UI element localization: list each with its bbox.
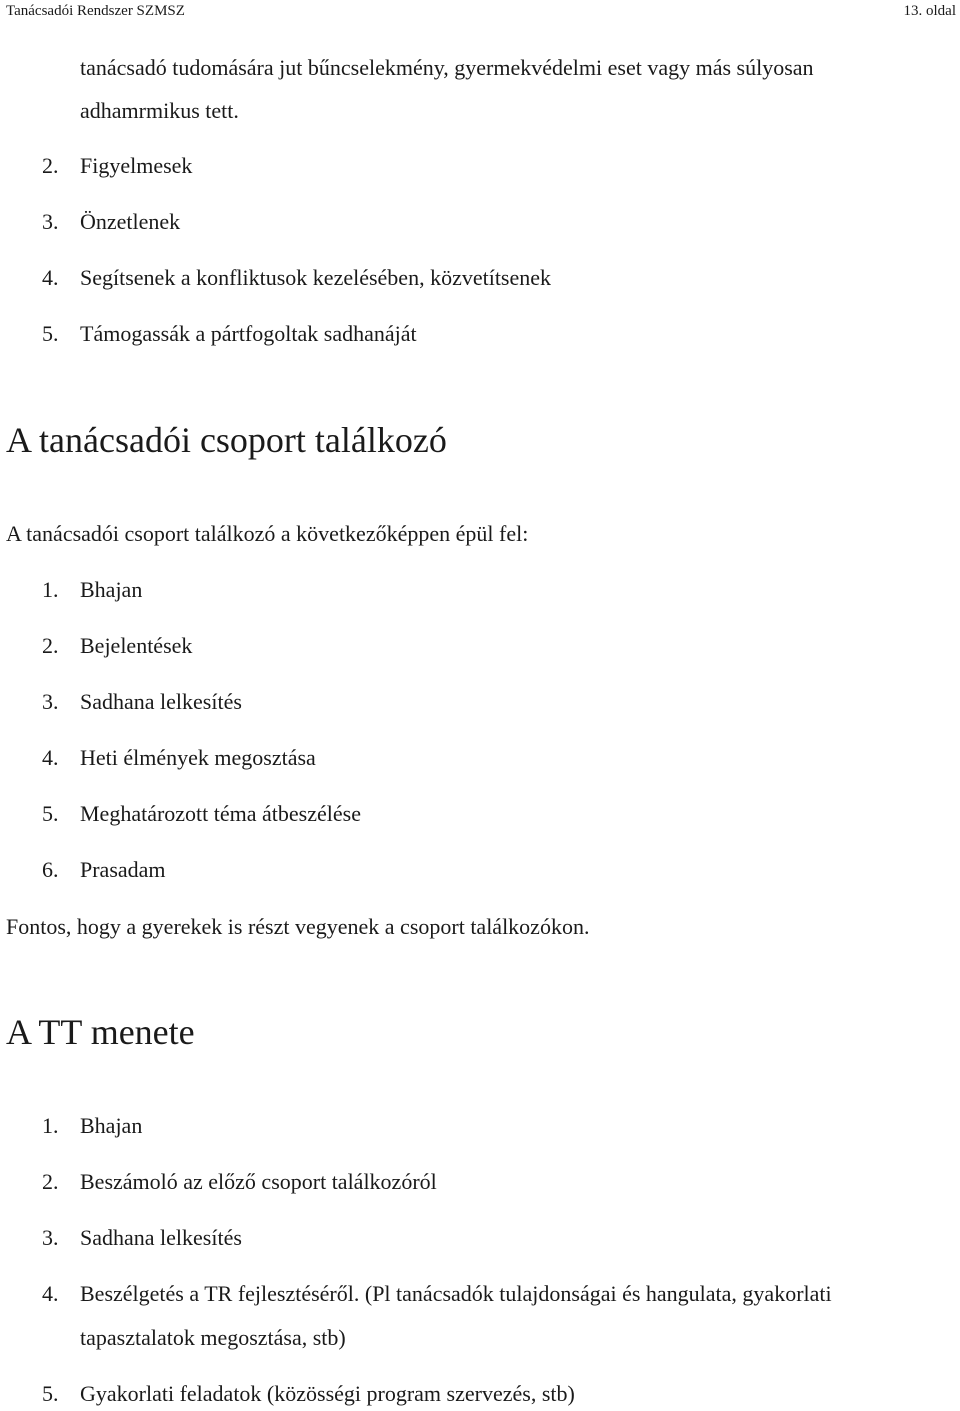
list-text: Sadhana lelkesítés: [80, 689, 242, 714]
list-number: 2.: [42, 633, 59, 658]
intro-line-2: adhamrmikus tett.: [80, 98, 239, 123]
list-item: [42, 1224, 942, 1252]
section-note: Fontos, hogy a gyerekek is részt vegyenek a csoport találkozókon.: [6, 914, 590, 939]
list-number: 4.: [42, 1281, 59, 1306]
page-number: 13. oldal: [903, 3, 956, 19]
list-text: Beszámoló az előző csoport találkozóról: [80, 1169, 437, 1194]
section-intro: A tanácsadói csoport találkozó a következőképpen épül fel:: [6, 521, 529, 546]
list-number: 1.: [42, 577, 59, 602]
list-text: Gyakorlati feladatok (közösségi program szervezés, stb): [80, 1381, 575, 1406]
list-number: 3.: [42, 209, 59, 234]
list-number: 4.: [42, 265, 59, 290]
list-number: 1.: [42, 1113, 59, 1138]
list-number: 6.: [42, 857, 59, 882]
list-text: Bhajan: [80, 577, 143, 602]
list-item: [42, 1280, 952, 1308]
list-item: [42, 264, 922, 292]
list-text: Meghatározott téma átbeszélése: [80, 801, 361, 826]
list-item: [42, 152, 922, 180]
list-item: [42, 1168, 942, 1196]
list-number: 5.: [42, 801, 59, 826]
page-header: [0, 0, 960, 22]
list-number: 4.: [42, 745, 59, 770]
list-item: [42, 320, 922, 348]
list-text: Figyelmesek: [80, 153, 193, 178]
list-item: [42, 632, 922, 660]
section-heading: A TT menete: [6, 1012, 195, 1052]
section-heading: A tanácsadói csoport találkozó: [6, 420, 447, 460]
list-number: 5.: [42, 1381, 59, 1406]
list-item: [42, 856, 922, 884]
list-text: Sadhana lelkesítés: [80, 1225, 242, 1250]
list-number: 5.: [42, 321, 59, 346]
document-title: Tanácsadói Rendszer SZMSZ: [6, 3, 185, 19]
list-text: Segítsenek a konfliktusok kezelésében, közvetítsenek: [80, 265, 552, 290]
list-item: [42, 744, 922, 772]
list-text: tapasztalatok megosztása, stb): [80, 1325, 346, 1350]
list-item: [42, 688, 922, 716]
list-text: Prasadam: [80, 857, 166, 882]
list-text: Önzetlenek: [80, 209, 181, 234]
list-number: 3.: [42, 1225, 59, 1250]
intro-line-1: tanácsadó tudomására jut bűncselekmény, gyermekvédelmi eset vagy más súlyosan: [80, 55, 814, 80]
list-item: [42, 1112, 942, 1140]
list-item: [42, 208, 922, 236]
list-item-continuation: [42, 1324, 942, 1352]
list-item: [42, 1380, 942, 1408]
list-number: 2.: [42, 153, 59, 178]
list-item: [42, 800, 922, 828]
list-text: Bhajan: [80, 1113, 143, 1138]
list-text: Heti élmények megosztása: [80, 745, 316, 770]
list-text: Támogassák a pártfogoltak sadhanáját: [80, 321, 417, 346]
list-text: Bejelentések: [80, 633, 193, 658]
list-text: Beszélgetés a TR fejlesztéséről. (Pl tanácsadók tulajdonságai és hangulata, gyakorlati: [80, 1281, 832, 1306]
list-item: [42, 576, 922, 604]
list-number: 2.: [42, 1169, 59, 1194]
list-number: 3.: [42, 689, 59, 714]
